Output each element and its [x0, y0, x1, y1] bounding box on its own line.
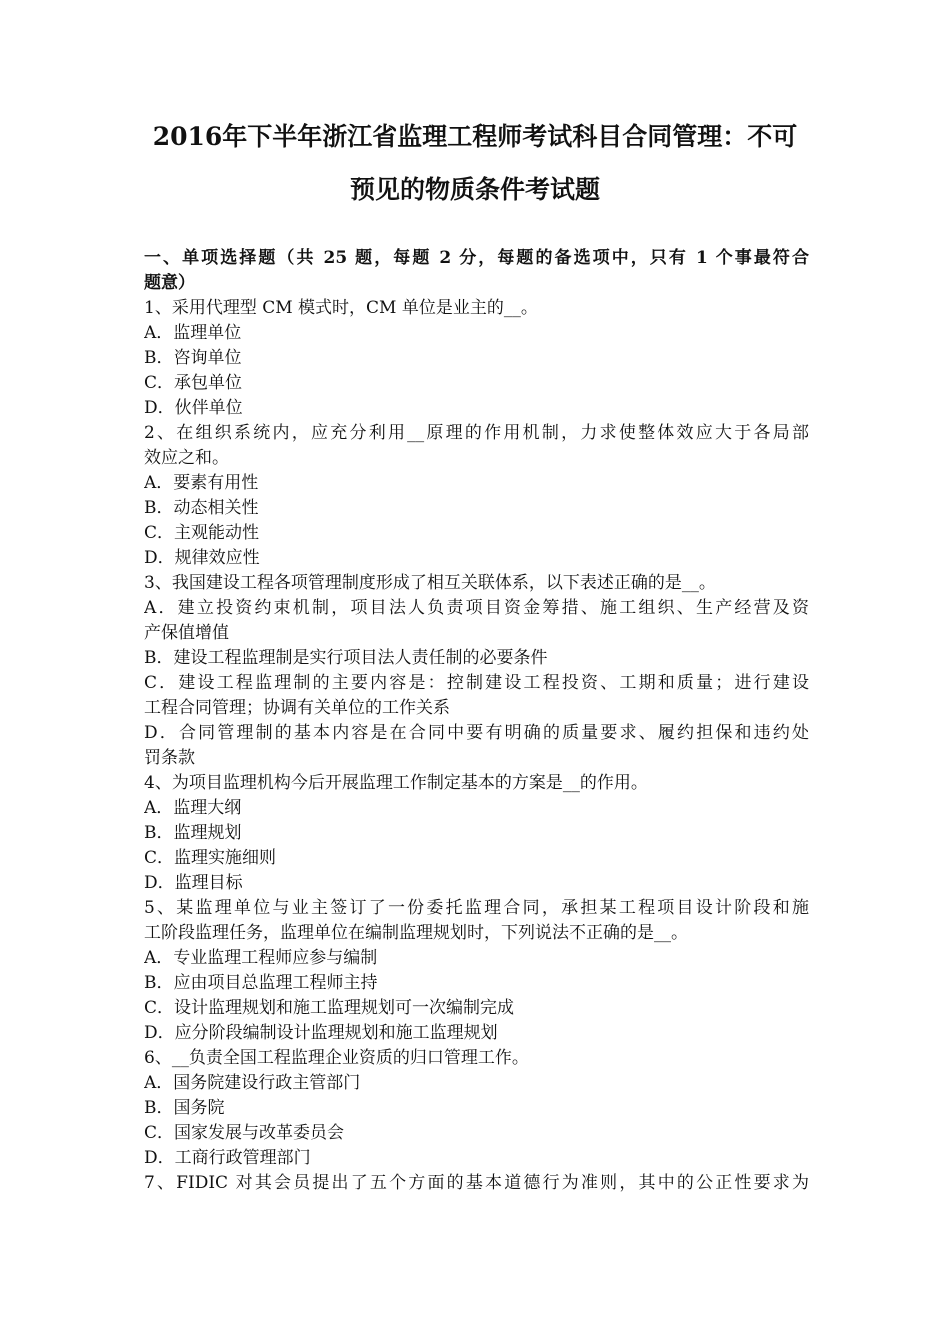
text-line: C．主观能动性	[144, 523, 260, 543]
text-line: D．合同管理制的基本内容是在合同中要有明确的质量要求、履约担保和违约处	[144, 723, 809, 743]
text-line: 7、FIDIC 对其会员提出了五个方面的基本道德行为准则，其中的公正性要求为	[144, 1173, 809, 1193]
text-line: 3、我国建设工程各项管理制度形成了相互关联体系，以下表述正确的是__。	[144, 573, 716, 593]
text-line: B．动态相关性	[144, 498, 259, 518]
text-line: A．专业监理工程师应参与编制	[144, 948, 378, 968]
text-line: 1、采用代理型 CM 模式时，CM 单位是业主的__。	[144, 298, 538, 318]
document-body	[144, 246, 809, 1196]
text-line: A．要素有用性	[144, 473, 259, 493]
text-line: D．应分阶段编制设计监理规划和施工监理规划	[144, 1023, 498, 1043]
text-line: B．监理规划	[144, 823, 242, 843]
text-line: A．监理大纲	[144, 798, 242, 818]
text-line: 工程合同管理；协调有关单位的工作关系	[144, 698, 450, 718]
text-line: B．咨询单位	[144, 348, 242, 368]
text-line: 5、某监理单位与业主签订了一份委托监理合同，承担某工程项目设计阶段和施	[144, 898, 809, 918]
text-line: A．国务院建设行政主管部门	[144, 1073, 361, 1093]
text-line: 产保值增值	[144, 623, 229, 643]
text-line: 4、为项目监理机构今后开展监理工作制定基本的方案是__的作用。	[144, 773, 648, 793]
text-line: D．规律效应性	[144, 548, 260, 568]
text-line: 罚条款	[144, 748, 195, 768]
text-line: C．国家发展与改革委员会	[144, 1123, 345, 1143]
text-line: B．应由项目总监理工程师主持	[144, 973, 378, 993]
text-line: C．监理实施细则	[144, 848, 277, 868]
text-line: B．国务院	[144, 1098, 225, 1118]
document-title-line-1: 2016年下半年浙江省监理工程师考试科目合同管理：不可	[152, 122, 798, 151]
text-line: 2、在组织系统内，应充分利用__原理的作用机制，力求使整体效应大于各局部	[144, 423, 809, 443]
section-heading-line: 一、单项选择题（共 25 题，每题 2 分，每题的备选项中，只有 1 个事最符合	[144, 248, 809, 268]
document-title-line-2: 预见的物质条件考试题	[349, 175, 600, 204]
text-line: C．承包单位	[144, 373, 243, 393]
text-line: C．建设工程监理制的主要内容是：控制建设工程投资、工期和质量；进行建设	[144, 673, 809, 693]
text-line: D．工商行政管理部门	[144, 1148, 311, 1168]
text-line: C．设计监理规划和施工监理规划可一次编制完成	[144, 998, 515, 1018]
text-line: 效应之和。	[144, 448, 229, 468]
text-line: A．建立投资约束机制，项目法人负责项目资金筹措、施工组织、生产经营及资	[144, 598, 809, 618]
text-line: 工阶段监理任务，监理单位在编制监理规划时，下列说法不正确的是__。	[144, 923, 688, 943]
text-line: B．建设工程监理制是实行项目法人责任制的必要条件	[144, 648, 548, 668]
text-line: D．监理目标	[144, 873, 243, 893]
text-line: D．伙伴单位	[144, 398, 243, 418]
text-line: A．监理单位	[144, 323, 242, 343]
section-heading-line: 题意）	[144, 273, 195, 293]
text-line: 6、__负责全国工程监理企业资质的归口管理工作。	[144, 1048, 529, 1068]
